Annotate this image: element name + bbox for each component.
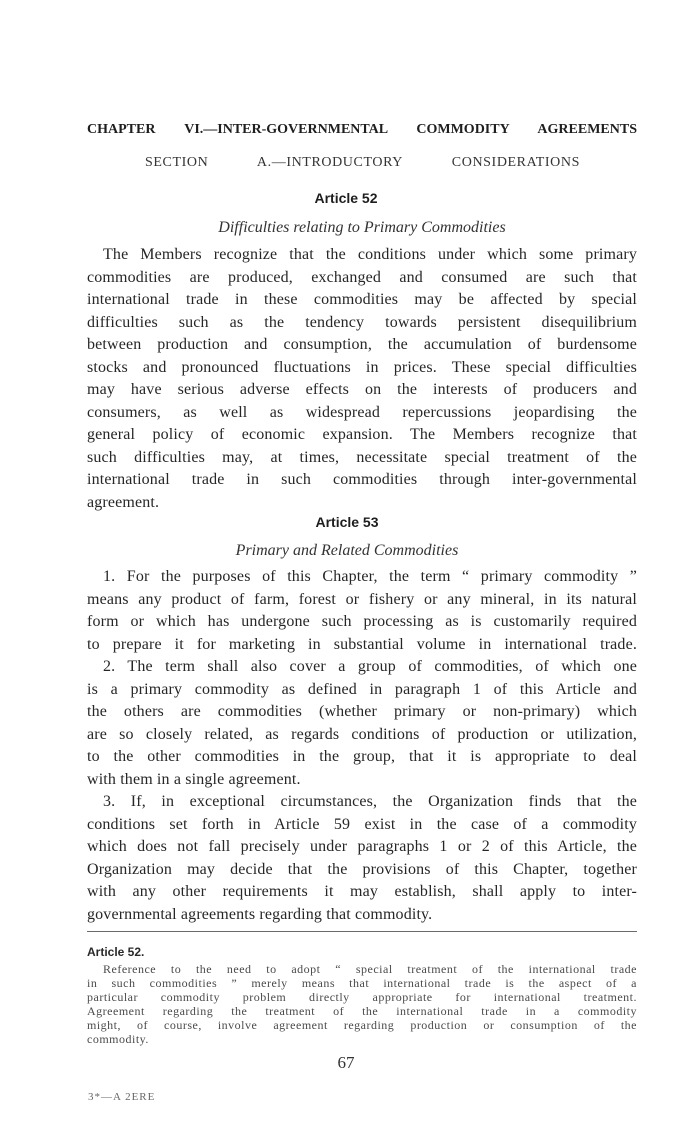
text-line: international trade in these commodities may be affected by special (87, 291, 637, 308)
article-52-subtitle: Difficulties relating to Primary Commodities (218, 219, 506, 236)
text-line: stocks and pronounced fluctuations in prices. These special difficulties (87, 358, 637, 376)
page-number: 67 (337, 1053, 355, 1072)
footnote-line: particular commodity problem directly appropriate for international treatment. (87, 990, 637, 1004)
text-line: such difficulties may, at times, necessitate special treatment of the (87, 448, 637, 466)
article-52-title: Article 52 (314, 190, 378, 206)
text-line: with them in a single agreement. (87, 770, 301, 788)
footnote-line: Reference to the need to adopt “ special treatment of the international trade (103, 962, 637, 976)
printer-signature-mark: 3*—A 2ERE (88, 1091, 156, 1103)
text-line: governmental agreements regarding that commodity. (87, 905, 433, 923)
text-line: conditions set forth in Article 59 exist in the case of a commodity (87, 815, 637, 833)
footnote-title: Article 52. (87, 945, 145, 959)
footnote-line: in such commodities ” merely means that international trade is the aspect of a (87, 976, 637, 990)
text-line: means any product of farm, forest or fishery or any mineral, in its natural (87, 590, 637, 608)
text-line: to the other commodities in the group, that it is appropriate to deal (87, 748, 637, 765)
text-line: Organization may decide that the provisions of this Chapter, together (87, 860, 637, 878)
text-line: difficulties such as the tendency towards persistent disequilibrium (87, 313, 637, 331)
text-line: which does not fall precisely under paragraphs 1 or 2 of this Article, the (87, 838, 637, 855)
article-53-title: Article 53 (315, 514, 379, 530)
text-line: 3. If, in exceptional circumstances, the Organization finds that the (103, 793, 637, 810)
text-line: international trade in such commodities through inter-governmental (87, 471, 637, 488)
footnote-body (87, 962, 637, 1046)
footnote-divider (87, 931, 637, 932)
footnote-line: Agreement regarding the treatment of the international trade in a commodity (87, 1004, 637, 1018)
footnote-line: commodity. (87, 1032, 149, 1046)
text-line: between production and consumption, the accumulation of burdensome (87, 336, 637, 353)
text-line: The Members recognize that the conditions under which some primary (103, 246, 637, 263)
text-line: agreement. (87, 493, 160, 511)
text-line: 1. For the purposes of this Chapter, the term “ primary commodity ” (103, 568, 637, 585)
text-line: with any other requirements it may establish, shall apply to inter- (87, 883, 637, 900)
article-53-body (87, 566, 637, 926)
text-line: are so closely related, as regards conditions of production or utilization, (87, 725, 637, 743)
section-heading: SECTION A.—INTRODUCTORY CONSIDERATIONS (145, 155, 580, 170)
text-line: may have serious adverse effects on the interests of producers and (87, 381, 637, 398)
text-line: commodities are produced, exchanged and consumed are such that (87, 268, 637, 286)
article-53-subtitle: Primary and Related Commodities (235, 542, 459, 559)
article-52-body (87, 244, 637, 514)
chapter-heading: CHAPTER VI.—INTER-GOVERNMENTAL COMMODITY AGREEMENTS (87, 122, 637, 137)
text-line: the others are commodities (whether primary or non-primary) which (87, 703, 637, 720)
text-line: consumers, as well as widespread repercussions jeopardising the (87, 403, 637, 421)
footnote-line: might, of course, involve agreement regarding production or consumption of the (87, 1018, 637, 1032)
text-line: form or which has undergone such processing as is customarily required (87, 613, 637, 630)
text-line: general policy of economic expansion. The Members recognize that (87, 426, 637, 443)
text-line: is a primary commodity as defined in paragraph 1 of this Article and (87, 680, 637, 698)
text-line: to prepare it for marketing in substantial volume in international trade. (87, 635, 637, 653)
text-line: 2. The term shall also cover a group of commodities, of which one (103, 658, 637, 675)
